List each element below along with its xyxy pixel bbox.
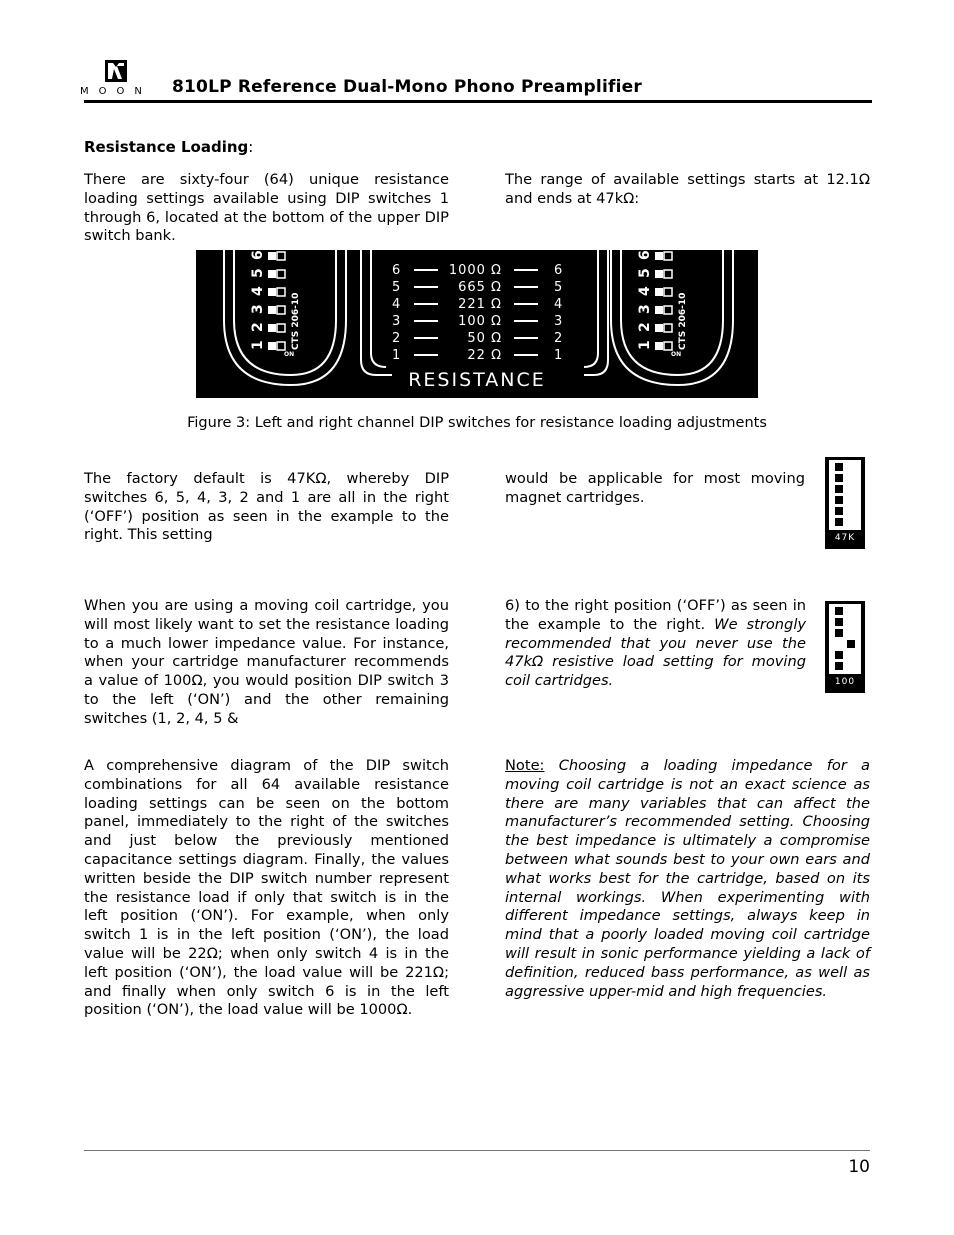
- dip-icon-lever: [835, 629, 843, 637]
- section-heading-colon: :: [248, 138, 254, 156]
- resistance-panel-label: RESISTANCE: [408, 369, 546, 391]
- dip-switch-lever: [268, 306, 276, 314]
- factory-default-paragraph-left: The factory default is 47KΩ, whereby DIP switches 6, 5, 4, 3, 2 and 1 are all in the right (‘OFF’) position as seen in the example to the right. This setting: [84, 470, 449, 544]
- dip-switch-lever: [655, 270, 663, 278]
- dip-icon-lever: [835, 518, 843, 526]
- dip-47k-icon: [825, 457, 865, 553]
- moving-coil-warning-text: We strongly recommended that you never use the 47kΩ resistive load setting for moving coil cartridges.: [505, 615, 807, 690]
- intro-paragraph-right: The range of available settings starts at 12.1Ω and ends at 47kΩ:: [505, 171, 870, 207]
- row-number-left: 6: [392, 263, 401, 278]
- dip-switch-on-label: ON: [671, 351, 682, 358]
- moon-logo: [80, 60, 155, 100]
- dip-switch-number: 5: [637, 268, 653, 278]
- row-resistance-value: 221 Ω: [458, 297, 502, 312]
- figure-caption: Figure 3: Left and right channel DIP switches for resistance loading adjustments: [187, 415, 767, 431]
- dip-switch-number: 6: [637, 250, 653, 260]
- row-number-left: 4: [392, 297, 401, 312]
- dip-icon-panel: [829, 604, 861, 674]
- row-number-left: 5: [392, 280, 401, 295]
- dip-switch-number: 6: [250, 250, 266, 260]
- dip-icon-lever: [835, 618, 843, 626]
- row-number-right: 3: [554, 314, 563, 329]
- dip-switch-lever: [268, 342, 276, 350]
- dip-switch-on-label: ON: [284, 351, 295, 358]
- dip-switch-number: 1: [637, 340, 653, 350]
- row-number-left: 1: [392, 348, 401, 363]
- footer-rule: [84, 1150, 870, 1151]
- moon-logo-icon: [105, 60, 127, 82]
- row-number-left: 2: [392, 331, 401, 346]
- row-number-left: 3: [392, 314, 401, 329]
- dip-switch-number: 5: [250, 268, 266, 278]
- dip-icon-lever: [835, 662, 843, 670]
- dip-switch-number: 4: [637, 286, 653, 296]
- row-number-right: 2: [554, 331, 563, 346]
- row-resistance-value: 50 Ω: [467, 331, 502, 346]
- note-label: Note:: [505, 757, 545, 774]
- row-number-right: 4: [554, 297, 563, 312]
- diagram-paragraph: A comprehensive diagram of the DIP switch combinations for all 64 available resistance loading settings can be seen on the bottom panel, immediately to the right of the switches and just below the previously mentioned capacitance settings diagram. Finally, the values written beside the DIP switch number represent the resistance load if only that switch is in the left position (‘ON’). For example, when only switch 1 is in the left position (‘ON’), the load value will be 22Ω; when only switch 4 is in the left position (‘ON’), the load value will be 221Ω; and finally when only switch 6 is in the left position (‘ON’), the load value will be 1000Ω.: [84, 757, 449, 1019]
- dip-switch-lever: [655, 342, 663, 350]
- dip-switch-lever: [268, 270, 276, 278]
- dip-switch-lever: [268, 324, 276, 332]
- row-number-right: 6: [554, 263, 563, 278]
- dip-icon-lever: [835, 463, 843, 471]
- dip-switch-lever: [268, 288, 276, 296]
- note-text: Choosing a loading impedance for a moving coil cartridge is not an exact science as there are many variables that can affect the manufacturer’s recommended setting. Choosing the best impedance is ultimately a compromise between what sounds best to your own ears and what works best for the cartridge, based on its internal workings. When experimenting with different impedance settings, always keep in mind that a poorly loaded moving coil cartridge will result in sonic performance yielding a lack of definition, reduced bass performance, as well as aggressive upper-mid and high frequencies.: [505, 757, 871, 1000]
- section-heading: [84, 138, 253, 156]
- moving-coil-paragraph-right: [505, 597, 806, 691]
- row-number-right: 1: [554, 348, 563, 363]
- dip-switch-number: 3: [250, 304, 266, 314]
- dip-switch-number: 1: [250, 340, 266, 350]
- dip-47k-label: 47K: [834, 533, 856, 543]
- dip-100-icon: [825, 601, 865, 697]
- dip-switch-number: 2: [637, 322, 653, 332]
- dip-switch-model-label: CTS 206-10: [678, 292, 688, 350]
- row-resistance-value: 22 Ω: [467, 348, 502, 363]
- dip-switch-lever: [655, 324, 663, 332]
- moving-coil-paragraph-left: When you are using a moving coil cartridge, you will most likely want to set the resistance loading to a much lower impedance value. For instance, when your cartridge manufacturer recommends a value of 100Ω, you would position DIP switch 3 to the left (‘ON’) and the other remaining switches (1, 2, 4, 5 &: [84, 597, 449, 727]
- dip-100-label: 100: [834, 677, 856, 687]
- dip-icon-lever: [847, 640, 855, 648]
- row-resistance-value: 665 Ω: [458, 280, 502, 295]
- resistance-dip-figure: [196, 250, 758, 398]
- dip-icon-lever: [835, 651, 843, 659]
- dip-switch-lever: [655, 288, 663, 296]
- row-resistance-value: 100 Ω: [458, 314, 502, 329]
- factory-default-paragraph-right: would be applicable for most moving magnet cartridges.: [505, 470, 805, 506]
- section-heading-text: Resistance Loading: [84, 138, 249, 156]
- row-resistance-value: 1000 Ω: [448, 263, 502, 278]
- dip-icon-lever: [835, 474, 843, 482]
- dip-icon-lever: [835, 485, 843, 493]
- dip-icon-panel: [829, 460, 861, 530]
- dip-icon-lever: [835, 607, 843, 615]
- dip-switch-model-label: CTS 206-10: [291, 292, 301, 350]
- dip-icon-lever: [835, 496, 843, 504]
- dip-switch-number: 3: [637, 304, 653, 314]
- dip-switch-lever: [655, 306, 663, 314]
- intro-paragraph-left: There are sixty-four (64) unique resistance loading settings available using DIP switches 1 through 6, located at the bottom of the upper DIP switch bank.: [84, 171, 449, 245]
- logo-text: MOON: [80, 86, 152, 97]
- header-rule: [84, 100, 872, 103]
- document-title: 810LP Reference Dual-Mono Phono Preamplifier: [172, 77, 642, 97]
- moving-coil-plain-text: 6) to the right position (‘OFF’) as seen in the example to the right.: [505, 597, 806, 633]
- dip-switch-lever: [268, 252, 276, 260]
- dip-switch-number: 4: [250, 286, 266, 296]
- dip-switch-lever: [655, 252, 663, 260]
- dip-switch-number: 2: [250, 322, 266, 332]
- row-number-right: 5: [554, 280, 563, 295]
- note-paragraph: [505, 757, 870, 1001]
- dip-icon-lever: [835, 507, 843, 515]
- page-number: 10: [848, 1157, 870, 1177]
